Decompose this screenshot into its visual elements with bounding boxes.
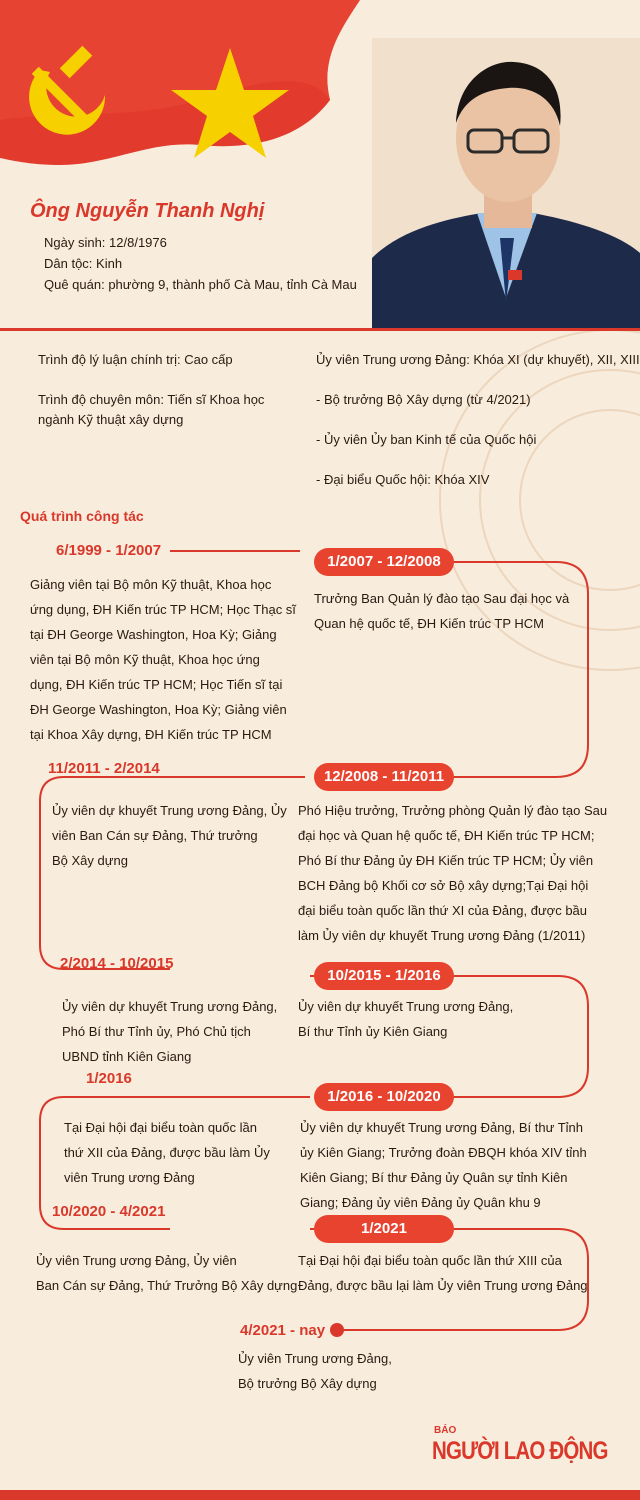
party-flag — [0, 0, 360, 170]
timeline-entry-2: Trưởng Ban Quản lý đào tạo Sau đại học và Quan hệ quốc tế, ĐH Kiến trúc TP HCM — [314, 591, 570, 631]
timeline-date: 2/2014 - 10/2015 — [60, 955, 174, 972]
timeline-date-pill: 12/2008 - 11/2011 — [314, 763, 454, 791]
header-divider — [0, 328, 640, 331]
drum-watermark — [330, 320, 640, 740]
section-title: Quá trình công tác — [20, 508, 144, 524]
qual-political: Trình độ lý luận chính trị: Cao cấp — [38, 352, 233, 367]
position-minister: - Bộ trưởng Bộ Xây dựng (từ 4/2021) — [316, 392, 531, 407]
footer-bar — [0, 1490, 640, 1500]
position-committee: - Ủy viên Ủy ban Kinh tế của Quốc hội — [316, 432, 537, 447]
timeline-date: 4/2021 - nay — [240, 1322, 326, 1339]
timeline-date-pill: 1/2021 — [314, 1215, 454, 1243]
timeline-entry-5: Ủy viên dự khuyết Trung ương Đảng, Phó Bí thư Tỉnh ủy, Phó Chủ tịch UBND tỉnh Kiên Giang — [62, 999, 278, 1064]
timeline-entry-11: Ủy viên Trung ương Đảng, Bộ trưởng Bộ Xây dựng — [238, 1351, 392, 1391]
position-deputy: - Đại biểu Quốc hội: Khóa XIV — [316, 472, 490, 487]
timeline-entry-10: Tại Đại hội đại biểu toàn quốc lần thứ XIII của Đảng, được bầu lại làm Ủy viên Trung ương Đảng — [298, 1253, 588, 1293]
timeline-date-pill: 1/2007 - 12/2008 — [314, 548, 454, 576]
timeline-date: 1/2016 — [86, 1070, 132, 1087]
timeline-date: 11/2011 - 2/2014 — [48, 760, 160, 777]
timeline-date: 6/1999 - 1/2007 — [56, 542, 162, 559]
timeline-end-dot — [330, 1323, 344, 1337]
profile-name: Ông Nguyễn Thanh Nghị — [30, 200, 265, 222]
position-cc: Ủy viên Trung ương Đảng: Khóa XI (dự khuyết), XII, XIII — [316, 352, 640, 367]
profile-ethnicity: Dân tộc: Kinh — [44, 256, 123, 271]
timeline-entry-4: Phó Hiệu trưởng, Trưởng phòng Quản lý đào tạo Sau đại học và Quan hệ quốc tế, ĐH Kiến trúc TP HCM; Phó Bí thư Đảng ủy ĐH Kiến trúc TP HCM; Ủy viên BCH Đảng bộ Khối cơ sở Bộ xây dựng;Tại Đại hội đại biểu toàn quốc lần thứ XI của Đảng, được bầu làm Ủy viên dự khuyết Trung ương Đảng (1/2011) — [298, 803, 608, 943]
timeline-entry-7: Tại Đại hội đại biểu toàn quốc lần thứ XII của Đảng, được bầu làm Ủy viên Trung ương Đảng — [64, 1120, 270, 1185]
qual-professional-2: ngành Kỹ thuật xây dựng — [38, 412, 184, 427]
qual-professional-1: Trình độ chuyên môn: Tiến sĩ Khoa học — [38, 392, 265, 407]
profile-hometown: Quê quán: phường 9, thành phố Cà Mau, tỉnh Cà Mau — [44, 277, 357, 292]
timeline-entry-6: Ủy viên dự khuyết Trung ương Đảng, Bí thư Tỉnh ủy Kiên Giang — [298, 999, 514, 1039]
timeline-date-pill: 1/2016 - 10/2020 — [314, 1083, 454, 1111]
timeline-date: 10/2020 - 4/2021 — [52, 1203, 166, 1220]
portrait-photo — [372, 38, 640, 330]
timeline-entry-1: Giảng viên tại Bộ môn Kỹ thuật, Khoa học ứng dụng, ĐH Kiến trúc TP HCM; Học Thạc sĩ tại ĐH George Washington, Hoa Kỳ; Giảng viên tại Bộ môn Kỹ thuật, Khoa học ứng dụng, ĐH Kiến trúc TP HCM; Học Tiến sĩ tại ĐH George Washington, Hoa Kỳ; Giảng viên tại Khoa Xây dựng, ĐH Kiến trúc TP HCM — [30, 577, 296, 742]
profile-dob: Ngày sinh: 12/8/1976 — [44, 235, 167, 250]
timeline-entry-3: Ủy viên dự khuyết Trung ương Đảng, Ủy viên Ban Cán sự Đảng, Thứ trưởng Bộ Xây dựng — [52, 803, 287, 868]
timeline-date-pill: 10/2015 - 1/2016 — [314, 962, 454, 990]
timeline-entry-9: Ủy viên Trung ương Đảng, Ủy viên Ban Cán sự Đảng, Thứ Trưởng Bộ Xây dựng — [36, 1253, 298, 1293]
newspaper-logo: BÁO NGƯỜI LAO ĐỘNG — [432, 1425, 608, 1465]
timeline-entry-8: Ủy viên dự khuyết Trung ương Đảng, Bí thư Tỉnh ủy Kiên Giang; Trưởng đoàn ĐBQH khóa XIV tỉnh Kiên Giang; Bí thư Đảng ủy Quân sự tỉnh Kiên Giang; Đảng ủy viên Đảng ủy Quân khu 9 — [300, 1120, 587, 1210]
